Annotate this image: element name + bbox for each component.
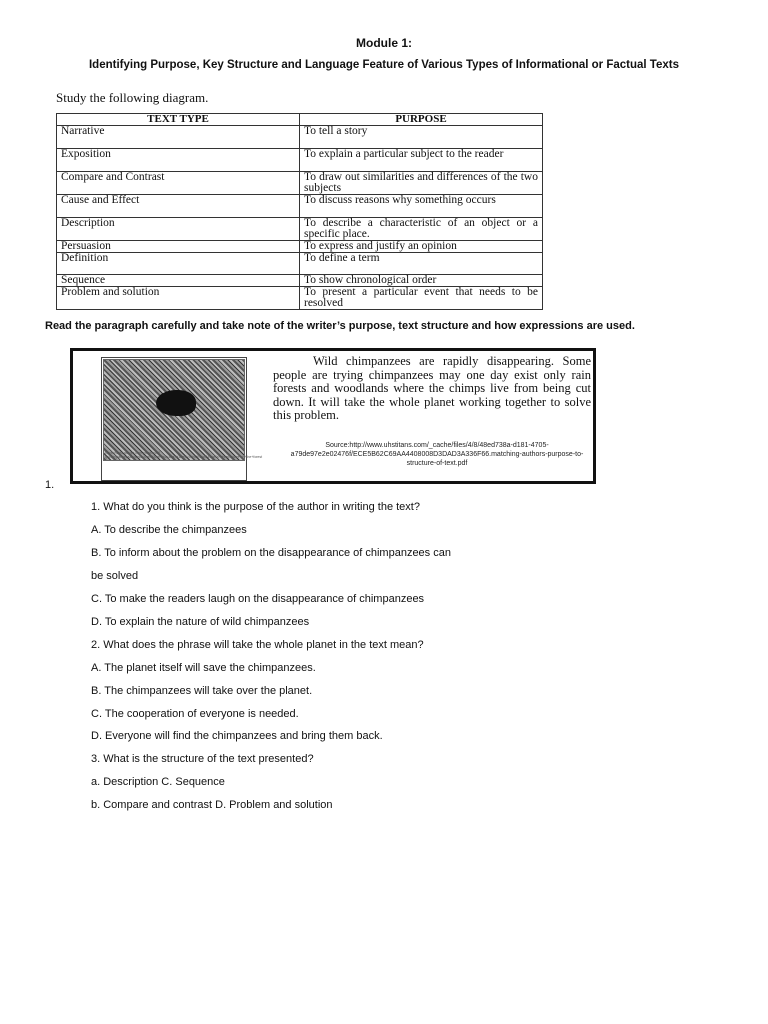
answer-choice: D. Everyone will find the chimpanzees and bring them back. <box>91 730 383 742</box>
text-type-table <box>56 113 543 310</box>
purpose-cell: To define a term <box>300 253 543 275</box>
table-row <box>57 287 543 310</box>
study-prompt: Study the following diagram. <box>56 90 209 105</box>
module-title: Module 1: <box>356 36 412 50</box>
photo-caption: https://www.google.com.ph/search?q=chimpanzees&source=lnms&tbm=isch&sa=X&ved=0ahUKEwiB4wwCs+chimpanzee+in+the+forest <box>105 451 263 459</box>
table-row <box>57 253 543 275</box>
chimpanzee-photo <box>103 359 245 461</box>
chimpanzee-figure <box>156 390 196 416</box>
answer-choice: C. To make the readers laugh on the disappearance of chimpanzees <box>91 593 425 605</box>
answer-choice: D. To explain the nature of wild chimpanzees <box>91 616 310 628</box>
answer-choice: A. The planet itself will save the chimpanzees. <box>91 662 316 674</box>
table-row <box>57 126 543 149</box>
table-row <box>57 172 543 195</box>
purpose-cell: To draw out similarities and differences of the two subjects <box>300 172 543 195</box>
text-type-cell: Persuasion <box>57 241 300 253</box>
text-type-cell: Problem and solution <box>57 287 300 310</box>
table-header-row <box>57 114 543 126</box>
answer-choice: B. The chimpanzees will take over the planet. <box>91 685 313 697</box>
purpose-cell: To explain a particular subject to the reader <box>300 149 543 172</box>
text-type-cell: Definition <box>57 253 300 275</box>
answer-choice: a. Description C. Sequence <box>91 776 225 788</box>
text-type-cell: Description <box>57 218 300 241</box>
answer-choice: A. To describe the chimpanzees <box>91 524 247 536</box>
item-number: 1. <box>45 479 55 491</box>
text-type-cell: Cause and Effect <box>57 195 300 218</box>
purpose-cell: To discuss reasons why something occurs <box>300 195 543 218</box>
text-type-cell: Narrative <box>57 126 300 149</box>
text-type-cell: Compare and Contrast <box>57 172 300 195</box>
passage-text: Wild chimpanzees are rapidly disappearing. Some people are trying chimpanzees may one day exist only rain forests and woodlands where the chimps live from being cut down. It will take the whole planet working together to solve this problem. <box>273 354 591 423</box>
answer-choice-continuation: be solved <box>91 570 139 582</box>
text-type-cell: Exposition <box>57 149 300 172</box>
purpose-cell: To tell a story <box>300 126 543 149</box>
module-subtitle: Identifying Purpose, Key Structure and Language Feature of Various Types of Informational or Factual Texts <box>88 59 679 71</box>
text-type-cell: Sequence <box>57 275 300 287</box>
table-row <box>57 195 543 218</box>
table-row <box>57 149 543 172</box>
answer-choice: C. The cooperation of everyone is needed. <box>91 708 299 720</box>
question-line: 1. What do you think is the purpose of the author in writing the text? <box>91 501 420 513</box>
table-row <box>57 275 543 287</box>
passage-box <box>70 348 596 484</box>
answer-choice: b. Compare and contrast D. Problem and solution <box>91 799 333 811</box>
question-line: 2. What does the phrase will take the whole planet in the text mean? <box>91 639 424 651</box>
purpose-cell: To express and justify an opinion <box>300 241 543 253</box>
reading-instruction: Read the paragraph carefully and take note of the writer’s purpose, text structure and how expressions are used. <box>45 320 635 332</box>
passage-source: Source:http://www.uhstitans.com/_cache/files/4/8/48ed738a-d181-4705-a79de97e2e02476f/ECE5B62C69AA4408008D3DAD3A336F66.matching-authors-purpose-to-structure-of-text.pdf <box>290 442 584 467</box>
purpose-cell: To present a particular event that needs to be resolved <box>300 287 543 310</box>
header-text-type: TEXT TYPE <box>57 114 300 126</box>
question-line: 3. What is the structure of the text presented? <box>91 753 314 765</box>
answer-choice: B. To inform about the problem on the disappearance of chimpanzees can <box>91 547 451 559</box>
purpose-cell: To describe a characteristic of an object or a specific place. <box>300 218 543 241</box>
purpose-cell: To show chronological order <box>300 275 543 287</box>
table-row <box>57 218 543 241</box>
header-purpose: PURPOSE <box>300 114 543 126</box>
table-row <box>57 241 543 253</box>
